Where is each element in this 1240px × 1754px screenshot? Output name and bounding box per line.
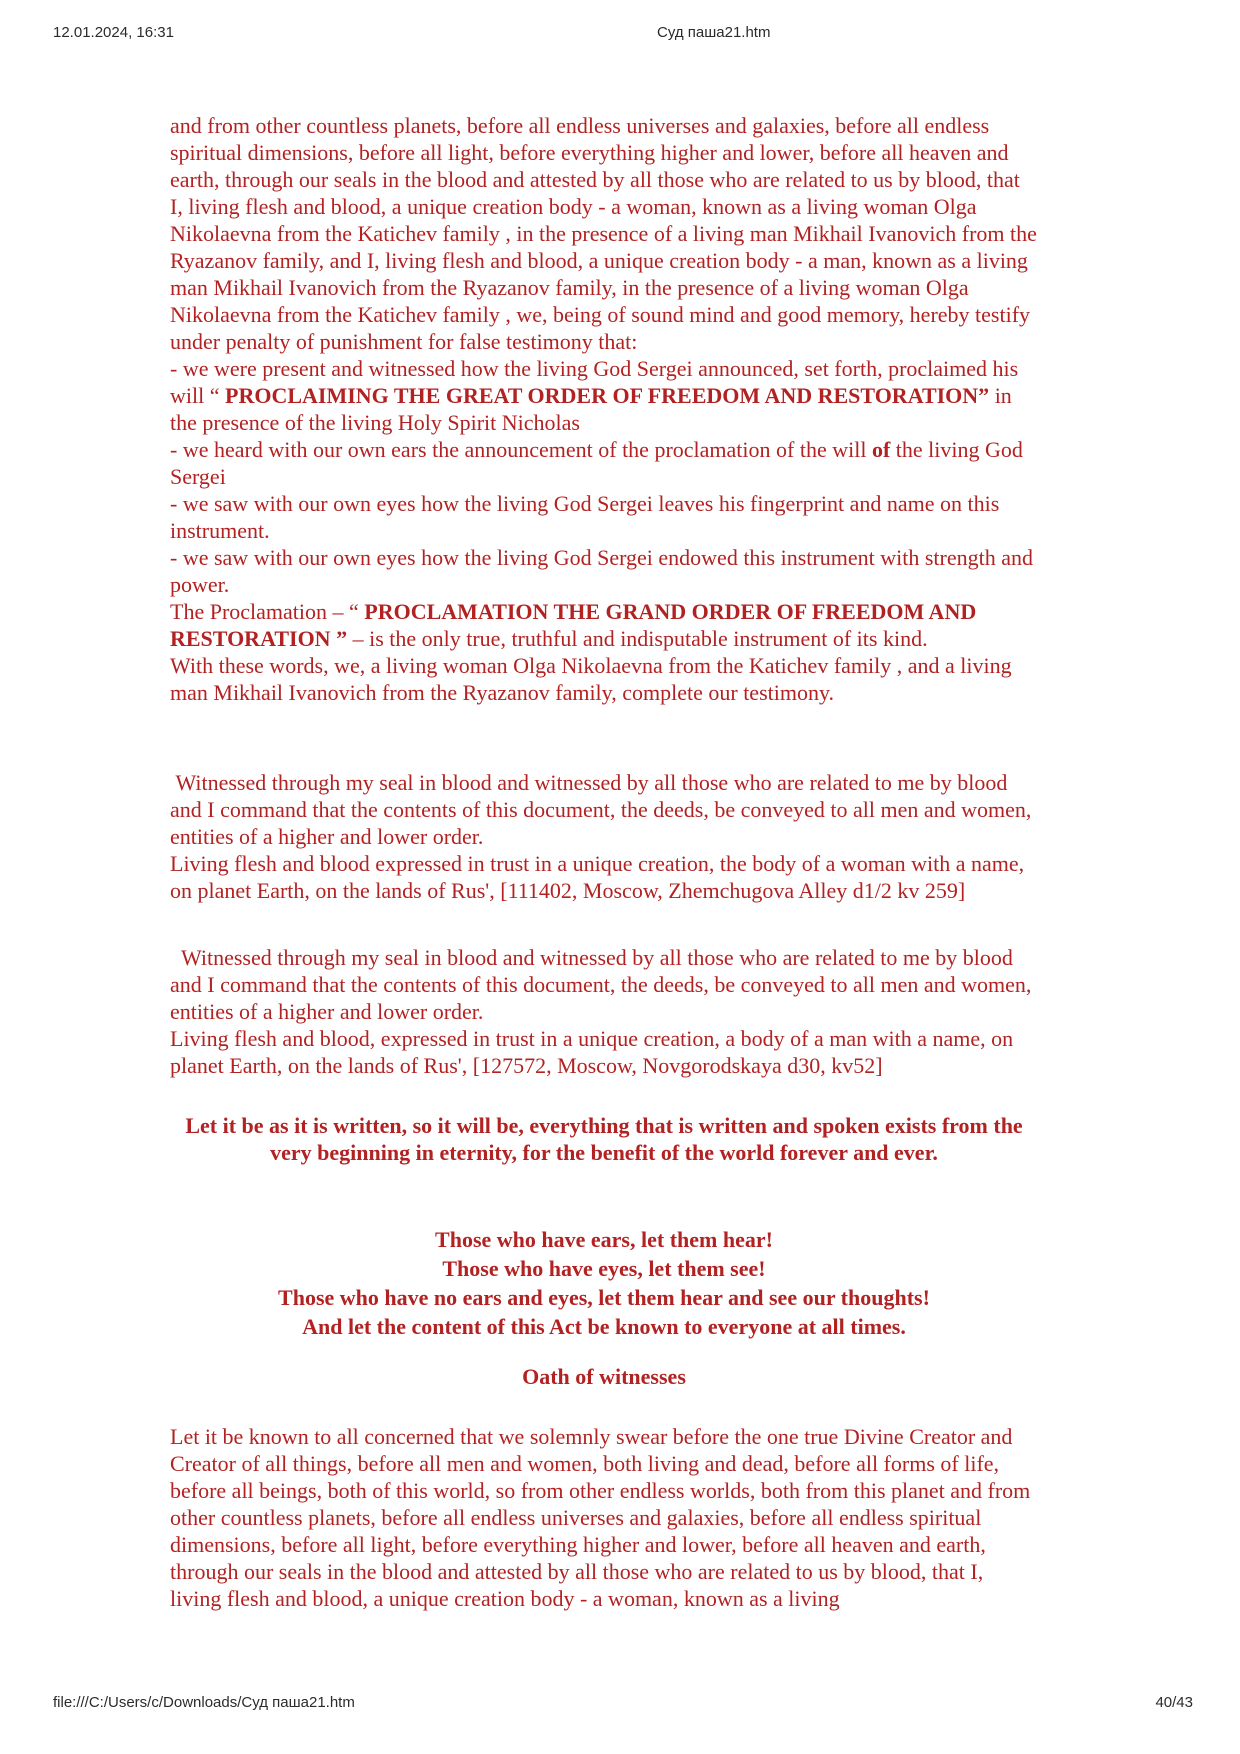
witness-statement-saw-endowed: - we saw with our own eyes how the living God Sergei endowed this instrument with strength and power. [170, 545, 1039, 597]
verse-line-act-known: And let the content of this Act be known to everyone at all times. [302, 1314, 906, 1339]
print-datetime: 12.01.2024, 16:31 [53, 24, 174, 41]
man-address: Living flesh and blood, expressed in trust in a unique creation, a body of a man with a name, on planet Earth, on the lands of Rus', [127572, Moscow, Novgorodskaya d30, kv52] [170, 1026, 1019, 1078]
witness-statement-saw-fingerprint: - we saw with our own eyes how the living God Sergei leaves his fingerprint and name on this instrument. [170, 491, 1005, 543]
statement-heard-pre: - we heard with our own ears the announcement of the proclamation of the will [170, 437, 872, 462]
oath-heading: Oath of witnesses [522, 1364, 686, 1389]
statement-proclaimed-title: PROCLAIMING THE GREAT ORDER OF FREEDOM AND RESTORATION” [225, 383, 990, 408]
statement-heard-post: the living God Sergei [170, 437, 1029, 489]
affirmation-statement: Let it be as it is written, so it will be, everything that is written and spoken exists from the very beginning in eternity, for the benefit of the world forever and ever. [185, 1113, 1029, 1165]
spacer [170, 1166, 1038, 1225]
statement-heard-bold: of [871, 437, 891, 462]
proclamation-title: PROCLAMATION THE GRAND ORDER OF FREEDOM AND RESTORATION ” [170, 599, 982, 651]
statement-proclaimed-post: in the presence of the living Holy Spirit Nicholas [170, 383, 1018, 435]
closing-testimony: With these words, we, a living woman Olga Nikolaevna from the Katichev family , and a living man Mikhail Ivanovich from the Ryazanov family, complete our testimony. [170, 653, 1018, 705]
proclamation-declaration [170, 598, 1038, 652]
proclamation-post: – is the only true, truthful and indisputable instrument of its kind. [347, 626, 928, 651]
statement-proclaimed-pre: - we were present and witnessed how the living God Sergei announced, set forth, proclaimed his will “ [170, 356, 1024, 408]
spacer [170, 904, 1038, 944]
footer-file-url: file:///C:/Users/c/Downloads/Суд паша21.htm [53, 1694, 355, 1711]
print-title: Суд паша21.htm [657, 24, 771, 41]
spacer [170, 706, 1038, 769]
proclamation-pre: The Proclamation – “ [170, 599, 365, 624]
document-content [170, 112, 1043, 1612]
verse-block [170, 1225, 1038, 1341]
footer-page-number: 40/43 [1155, 1694, 1193, 1711]
spacer [170, 1341, 1038, 1363]
paragraph-oath-continuation: and from other countless planets, before all endless universes and galaxies, before all endless spiritual dimensions, before all light, before everything higher and lower, before all heaven and earth, through our seals in the blood and attested by all those who are related to us by blood, that I, living flesh and blood, a unique creation body - a woman, known as a living woman Olga Nikolaevna from the Katichev family , in the presence of a living man Mikhail Ivanovich from the Ryazanov family, and I, living flesh and blood, a unique creation body - a man, known as a living man Mikhail Ivanovich from the Ryazanov family, in the presence of a living woman Olga Nikolaevna from the Katichev family , we, being of sound mind and good memory, hereby testify under penalty of punishment for false testimony that: [170, 113, 1043, 354]
spacer [170, 1079, 1038, 1112]
oath-body: Let it be known to all concerned that we solemnly swear before the one true Divine Creator and Creator of all things, before all men and women, both living and dead, before all forms of life, before all beings, both of this world, so from other endless worlds, both from this planet and from other countless planets, before all endless universes and galaxies, before all endless spiritual dimensions, before all light, before everything higher and lower, before all heaven and earth, through our seals in the blood and attested by all those who are related to us by blood, that I, living flesh and blood, a unique creation body - a woman, known as a living [170, 1424, 1036, 1611]
verse-line-eyes: Those who have eyes, let them see! [442, 1256, 766, 1281]
spacer [170, 1390, 1038, 1423]
verse-line-no-ears-eyes: Those who have no ears and eyes, let them hear and see our thoughts! [278, 1285, 930, 1310]
witness-statement-heard [170, 436, 1038, 490]
verse-line-ears: Those who have ears, let them hear! [435, 1227, 773, 1252]
witness-statement-proclaimed [170, 355, 1038, 436]
woman-address: Living flesh and blood expressed in trust in a unique creation, the body of a woman with a name, on planet Earth, on the lands of Rus', [111402, Moscow, Zhemchugova Alley d1/2 kv 259] [170, 851, 1030, 903]
witness-seal-woman: Witnessed through my seal in blood and witnessed by all those who are related to me by blood and I command that the contents of this document, the deeds, be conveyed to all men and women, entities of a higher and lower order. [170, 770, 1037, 849]
witness-seal-man: Witnessed through my seal in blood and witnessed by all those who are related to me by blood and I command that the contents of this document, the deeds, be conveyed to all men and women, entities of a higher and lower order. [170, 945, 1037, 1024]
